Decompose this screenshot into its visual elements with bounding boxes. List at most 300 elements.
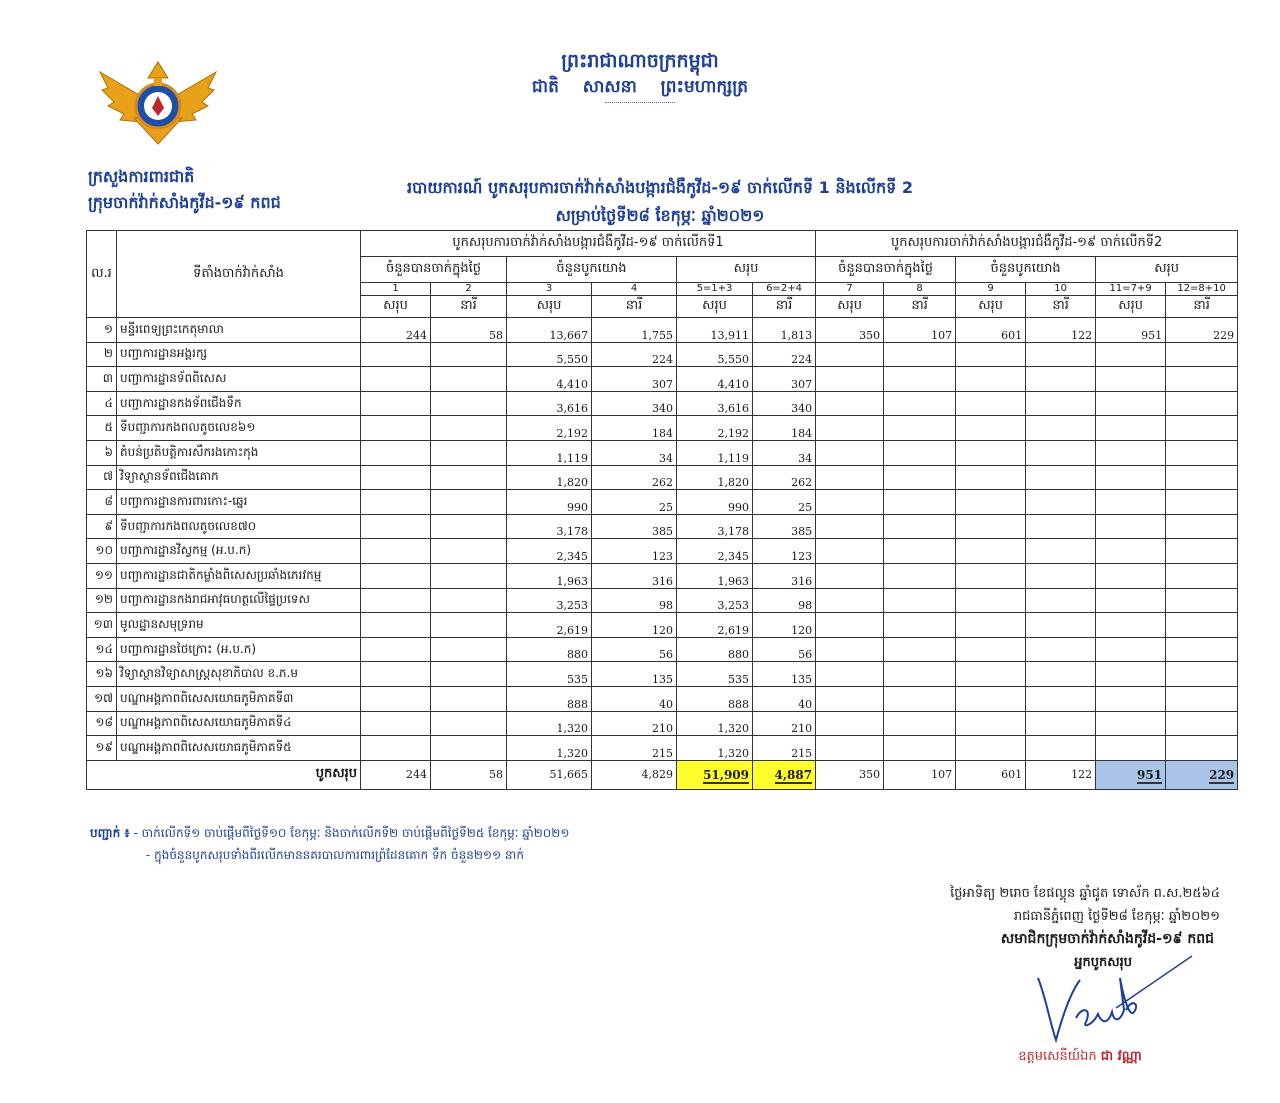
cell-col-8 (884, 736, 956, 761)
row-number: ១៨ (87, 711, 117, 736)
table-row (87, 514, 1238, 539)
cell-col-9 (956, 662, 1026, 687)
cell-col-1 (361, 391, 431, 416)
col-number-4: 4 (592, 283, 677, 296)
row-number: ៣ (87, 367, 117, 392)
row-location: បញ្ជាការដ្ឋានអង្គរក្ស (117, 342, 361, 367)
ministry-block (88, 164, 281, 216)
total-col-8: 107 (884, 760, 956, 789)
signer-name (980, 1048, 1180, 1067)
table-row (87, 637, 1238, 662)
cell-col-6: 385 (753, 514, 816, 539)
total-col-4: 4,829 (592, 760, 677, 789)
col-number-8: 8 (884, 283, 956, 296)
cell-col-3: 1,320 (507, 711, 592, 736)
total-col-11 (1096, 760, 1166, 789)
cell-col-4: 184 (592, 416, 677, 441)
cell-col-4: 1,755 (592, 318, 677, 343)
table-row (87, 318, 1238, 343)
total-col-2: 58 (431, 760, 507, 789)
cell-col-9 (956, 539, 1026, 564)
cell-col-11 (1096, 662, 1166, 687)
cell-col-10 (1026, 342, 1096, 367)
cell-col-6: 98 (753, 588, 816, 613)
cell-col-7 (816, 391, 884, 416)
cell-col-3: 2,345 (507, 539, 592, 564)
cell-col-2 (431, 367, 507, 392)
cell-col-7 (816, 440, 884, 465)
col-kind-5: សរុប (677, 296, 753, 318)
cell-col-3: 3,253 (507, 588, 592, 613)
table-row (87, 563, 1238, 588)
cell-col-5: 2,619 (677, 613, 753, 638)
cell-col-2 (431, 711, 507, 736)
row-number: ១០ (87, 539, 117, 564)
cell-col-2 (431, 736, 507, 761)
cell-col-10 (1026, 490, 1096, 515)
cell-col-7 (816, 367, 884, 392)
cell-col-4: 262 (592, 465, 677, 490)
cell-col-12 (1166, 736, 1238, 761)
cell-col-12 (1166, 662, 1238, 687)
cell-col-3: 13,667 (507, 318, 592, 343)
cell-col-1: 244 (361, 318, 431, 343)
cell-col-6: 56 (753, 637, 816, 662)
col-number-9: 9 (956, 283, 1026, 296)
table-row (87, 686, 1238, 711)
row-location: ទីបញ្ជាការកងពលតូចលេខ៦១ (117, 416, 361, 441)
cell-col-2 (431, 539, 507, 564)
table-row (87, 440, 1238, 465)
cell-col-1 (361, 539, 431, 564)
cell-col-9: 601 (956, 318, 1026, 343)
cell-col-4: 340 (592, 391, 677, 416)
cell-col-1 (361, 490, 431, 515)
row-location: បញ្ជាការដ្ឋានការពារកោះ-ឆ្នេរ (117, 490, 361, 515)
row-number: ៦ (87, 440, 117, 465)
signer-role: អ្នកបូកសរុប (1074, 955, 1132, 970)
cell-col-8 (884, 514, 956, 539)
cell-col-5: 990 (677, 490, 753, 515)
cell-col-6: 316 (753, 563, 816, 588)
cell-col-7 (816, 613, 884, 638)
cell-col-6: 25 (753, 490, 816, 515)
col-number-5: 5=1+3 (677, 283, 753, 296)
cell-col-1 (361, 613, 431, 638)
col-kind-3: សរុប (507, 296, 592, 318)
cell-col-10 (1026, 514, 1096, 539)
notes-block (90, 822, 569, 866)
cell-col-12 (1166, 613, 1238, 638)
cell-col-10: 122 (1026, 318, 1096, 343)
cell-col-7 (816, 588, 884, 613)
cell-col-5: 1,320 (677, 736, 753, 761)
cell-col-4: 316 (592, 563, 677, 588)
col-kind-11: សរុប (1096, 296, 1166, 318)
cell-col-6: 123 (753, 539, 816, 564)
cell-col-10 (1026, 736, 1096, 761)
cell-col-5: 3,178 (677, 514, 753, 539)
cell-col-12 (1166, 391, 1238, 416)
cell-col-10 (1026, 563, 1096, 588)
col-kind-8: នារី (884, 296, 956, 318)
cell-col-2 (431, 563, 507, 588)
cell-col-1 (361, 440, 431, 465)
cell-col-9 (956, 490, 1026, 515)
cell-col-1 (361, 711, 431, 736)
cell-col-11: 951 (1096, 318, 1166, 343)
cell-col-11 (1096, 490, 1166, 515)
cell-col-6: 340 (753, 391, 816, 416)
total-highlight-value: 229 (1209, 767, 1235, 782)
cell-col-12 (1166, 588, 1238, 613)
table-row (87, 711, 1238, 736)
row-number: ៩ (87, 514, 117, 539)
cell-col-2 (431, 342, 507, 367)
place-date: រាជធានីភ្នំពេញ ថ្ងៃទី២៨ ខែកុម្ភៈ ឆ្នាំ២០២១ (1013, 909, 1220, 924)
cell-col-12 (1166, 440, 1238, 465)
cell-col-12 (1166, 342, 1238, 367)
cell-col-8 (884, 613, 956, 638)
cell-col-7 (816, 465, 884, 490)
total-col-6 (753, 760, 816, 789)
row-location: មូលដ្ឋានសមុទ្ររាម (117, 613, 361, 638)
row-number: ១២ (87, 588, 117, 613)
cell-col-4: 120 (592, 613, 677, 638)
cell-col-1 (361, 342, 431, 367)
cell-col-4: 224 (592, 342, 677, 367)
cell-col-12 (1166, 416, 1238, 441)
cell-col-9 (956, 711, 1026, 736)
col-kind-12: នារី (1166, 296, 1238, 318)
cell-col-9 (956, 736, 1026, 761)
col-header-dose2-cumulative: ចំនួនបូកយោង (956, 257, 1096, 283)
col-header-dose2: បូកសរុបការចាក់វ៉ាក់សាំងបង្ការជំងឺកូវីដ-១៩ ចាក់លើកទី2 (816, 231, 1238, 257)
cell-col-11 (1096, 736, 1166, 761)
total-label: បូកសរុប (87, 760, 361, 789)
cell-col-2 (431, 440, 507, 465)
table-row (87, 416, 1238, 441)
cell-col-11 (1096, 613, 1166, 638)
row-location: បញ្ជាការដ្ឋានថៃក្រោះ (អ.ប.ក) (117, 637, 361, 662)
cell-col-11 (1096, 514, 1166, 539)
row-location: វិទ្យាស្ថានវិទ្យាសាស្ត្រសុខាភិបាល ខ.ភ.ម (117, 662, 361, 687)
kingdom-name: ព្រះរាជាណាចក្រកម្ពុជា (561, 50, 719, 72)
row-number: ១១ (87, 563, 117, 588)
cell-col-7 (816, 662, 884, 687)
total-col-3: 51,665 (507, 760, 592, 789)
cell-col-9 (956, 514, 1026, 539)
total-highlight-value: 951 (1137, 767, 1163, 782)
cell-col-11 (1096, 367, 1166, 392)
cell-col-12 (1166, 514, 1238, 539)
cell-col-8 (884, 662, 956, 687)
total-highlight-value: 51,909 (703, 767, 749, 782)
report-title-line2: សម្រាប់ថ្ងៃទី២៨ ខែកុម្ភៈ ឆ្នាំ២០២១ (555, 206, 765, 225)
report-title-line1: របាយការណ៍ បូកសរុបការចាក់វ៉ាក់សាំងបង្ការជំងឺកូវីដ-១៩ ចាក់លើកទី 1 និងលើកទី 2 (407, 178, 913, 197)
cell-col-2 (431, 416, 507, 441)
col-header-dose1-total: សរុប (677, 257, 816, 283)
cell-col-9 (956, 440, 1026, 465)
row-location: តំបន់ប្រតិបត្តិការសឹករងកោះកុង (117, 440, 361, 465)
cell-col-8 (884, 711, 956, 736)
cell-col-5: 13,911 (677, 318, 753, 343)
table-row (87, 465, 1238, 490)
cell-col-11 (1096, 563, 1166, 588)
row-number: ៨ (87, 490, 117, 515)
cell-col-9 (956, 686, 1026, 711)
col-number-10: 10 (1026, 283, 1096, 296)
cell-col-3: 2,619 (507, 613, 592, 638)
signer-fullname: ជា វណ្ណា (1100, 1049, 1142, 1064)
col-number-12: 12=8+10 (1166, 283, 1238, 296)
total-col-5 (677, 760, 753, 789)
total-col-12 (1166, 760, 1238, 789)
total-col-1: 244 (361, 760, 431, 789)
cell-col-1 (361, 465, 431, 490)
col-header-dose2-total: សរុប (1096, 257, 1238, 283)
cell-col-7 (816, 539, 884, 564)
cell-col-6: 34 (753, 440, 816, 465)
cell-col-2 (431, 490, 507, 515)
cell-col-8 (884, 588, 956, 613)
col-number-2: 2 (431, 283, 507, 296)
cell-col-6: 224 (753, 342, 816, 367)
cell-col-4: 307 (592, 367, 677, 392)
cell-col-3: 1,963 (507, 563, 592, 588)
table-row (87, 490, 1238, 515)
cell-col-4: 98 (592, 588, 677, 613)
cell-col-7 (816, 342, 884, 367)
cell-col-3: 2,192 (507, 416, 592, 441)
row-location: បញ្ជាការដ្ឋានជាតិកម្លាំងពិសេសប្រឆាំងភេរវកម្ម (117, 563, 361, 588)
col-number-1: 1 (361, 283, 431, 296)
cell-col-2 (431, 391, 507, 416)
cell-col-10 (1026, 539, 1096, 564)
cell-col-6: 215 (753, 736, 816, 761)
cell-col-3: 888 (507, 686, 592, 711)
col-number-3: 3 (507, 283, 592, 296)
signer-rank: ឧត្តមសេនីយ៍ឯក (1018, 1049, 1097, 1064)
cell-col-5: 880 (677, 637, 753, 662)
cell-col-9 (956, 613, 1026, 638)
row-location: បណ្ឌាអង្គភាពពិសេសយោធភូមិភាគទី៤ (117, 711, 361, 736)
cell-col-9 (956, 465, 1026, 490)
cell-col-3: 535 (507, 662, 592, 687)
table-row (87, 342, 1238, 367)
col-header-dose2-today: ចំនួនបានចាក់ក្នុងថ្ងៃ (816, 257, 956, 283)
cell-col-8 (884, 416, 956, 441)
col-kind-2: នារី (431, 296, 507, 318)
cell-col-5: 5,550 (677, 342, 753, 367)
col-header-dose1-today: ចំនួនបានចាក់ក្នុងថ្ងៃ (361, 257, 507, 283)
cell-col-11 (1096, 416, 1166, 441)
cell-col-7 (816, 563, 884, 588)
cell-col-11 (1096, 637, 1166, 662)
cell-col-8 (884, 490, 956, 515)
cell-col-6: 135 (753, 662, 816, 687)
cell-col-9 (956, 563, 1026, 588)
cell-col-12 (1166, 539, 1238, 564)
vaccination-report-table (86, 230, 1238, 790)
total-highlight-value: 4,887 (774, 767, 813, 782)
cell-col-8 (884, 637, 956, 662)
cell-col-1 (361, 736, 431, 761)
table-row (87, 613, 1238, 638)
cell-col-5: 888 (677, 686, 753, 711)
cell-col-5: 535 (677, 662, 753, 687)
cell-col-12 (1166, 563, 1238, 588)
cell-col-5: 3,616 (677, 391, 753, 416)
cell-col-7 (816, 514, 884, 539)
cell-col-2 (431, 637, 507, 662)
cell-col-2 (431, 514, 507, 539)
cell-col-8 (884, 465, 956, 490)
table-row (87, 588, 1238, 613)
cell-col-5: 1,963 (677, 563, 753, 588)
cell-col-12: 229 (1166, 318, 1238, 343)
cell-col-6: 1,813 (753, 318, 816, 343)
cell-col-8 (884, 391, 956, 416)
cell-col-5: 4,410 (677, 367, 753, 392)
col-number-6: 6=2+4 (753, 283, 816, 296)
cell-col-6: 120 (753, 613, 816, 638)
cell-col-7 (816, 711, 884, 736)
cell-col-10 (1026, 416, 1096, 441)
cell-col-10 (1026, 662, 1096, 687)
row-number: ១ (87, 318, 117, 343)
cell-col-11 (1096, 440, 1166, 465)
row-location: បញ្ជាការដ្ឋានកងទ័ពជើងទឹក (117, 391, 361, 416)
ministry-name: ក្រសួងការពារជាតិ (88, 167, 195, 186)
row-location: ទីបញ្ជាការកងពលតូចលេខ៧០ (117, 514, 361, 539)
cell-col-4: 215 (592, 736, 677, 761)
cell-col-12 (1166, 367, 1238, 392)
cell-col-12 (1166, 711, 1238, 736)
cell-col-2 (431, 662, 507, 687)
cell-col-5: 1,320 (677, 711, 753, 736)
cell-col-3: 1,119 (507, 440, 592, 465)
cell-col-6: 262 (753, 465, 816, 490)
cell-col-8 (884, 563, 956, 588)
table-row (87, 391, 1238, 416)
total-row (87, 760, 1238, 789)
cell-col-6: 184 (753, 416, 816, 441)
cell-col-10 (1026, 391, 1096, 416)
table-row (87, 662, 1238, 687)
cell-col-1 (361, 588, 431, 613)
cell-col-12 (1166, 465, 1238, 490)
col-kind-1: សរុប (361, 296, 431, 318)
handwritten-signature (1020, 948, 1200, 1048)
cell-col-2: 58 (431, 318, 507, 343)
cell-col-8: 107 (884, 318, 956, 343)
cell-col-7: 350 (816, 318, 884, 343)
cell-col-8 (884, 367, 956, 392)
col-header-no: ល.រ (87, 231, 117, 318)
cell-col-10 (1026, 440, 1096, 465)
cell-col-11 (1096, 391, 1166, 416)
row-location: មន្ទីរពេទ្យព្រះកេតុមាលា (117, 318, 361, 343)
notes-label: បញ្ជាក់ ៖ (90, 826, 130, 840)
table-row (87, 736, 1238, 761)
col-kind-7: សរុប (816, 296, 884, 318)
cell-col-1 (361, 563, 431, 588)
cell-col-1 (361, 367, 431, 392)
cell-col-10 (1026, 367, 1096, 392)
cell-col-3: 5,550 (507, 342, 592, 367)
total-col-10: 122 (1026, 760, 1096, 789)
cell-col-1 (361, 637, 431, 662)
row-number: ១៩ (87, 736, 117, 761)
cell-col-9 (956, 367, 1026, 392)
row-location: បណ្ឌាអង្គភាពពិសេសយោធភូមិភាគទី៥ (117, 736, 361, 761)
cell-col-4: 385 (592, 514, 677, 539)
cell-col-5: 2,192 (677, 416, 753, 441)
cell-col-2 (431, 588, 507, 613)
cell-col-7 (816, 686, 884, 711)
cell-col-9 (956, 342, 1026, 367)
row-number: ១៦ (87, 662, 117, 687)
cell-col-9 (956, 391, 1026, 416)
col-number-7: 7 (816, 283, 884, 296)
row-location: បណ្ឌាអង្គភាពពិសេសយោធភូមិភាគទី៣ (117, 686, 361, 711)
cell-col-9 (956, 416, 1026, 441)
col-number-11: 11=7+9 (1096, 283, 1166, 296)
cell-col-10 (1026, 686, 1096, 711)
cell-col-7 (816, 490, 884, 515)
cell-col-6: 40 (753, 686, 816, 711)
total-col-7: 350 (816, 760, 884, 789)
cell-col-5: 1,820 (677, 465, 753, 490)
team-name: ក្រុមចាក់វ៉ាក់សាំងកូវីដ-១៩ កពជ (88, 193, 281, 212)
cell-col-10 (1026, 711, 1096, 736)
cell-col-4: 123 (592, 539, 677, 564)
cell-col-5: 1,119 (677, 440, 753, 465)
row-number: ១៤ (87, 637, 117, 662)
cell-col-6: 210 (753, 711, 816, 736)
note-line-1: - ចាក់លើកទី១ ចាប់ផ្តើមពីថ្ងៃទី១០ ខែកុម្ភៈ និងចាក់លើកទី២ ចាប់ផ្តើមពីថ្ងៃទី២៥ ខែកុម្ភៈ ឆ្នាំ២០២១ (133, 826, 570, 840)
col-kind-9: សរុប (956, 296, 1026, 318)
cell-col-5: 2,345 (677, 539, 753, 564)
row-location: បញ្ជាការដ្ឋានកងរាជអាវុធហត្ថលើផ្ទៃប្រទេស (117, 588, 361, 613)
cell-col-10 (1026, 637, 1096, 662)
cell-col-8 (884, 342, 956, 367)
col-header-location: ទីតាំងចាក់វ៉ាក់សាំង (117, 231, 361, 318)
row-number: ៥ (87, 416, 117, 441)
row-number: ៧ (87, 465, 117, 490)
cell-col-10 (1026, 465, 1096, 490)
cell-col-11 (1096, 686, 1166, 711)
cell-col-3: 880 (507, 637, 592, 662)
row-number: ១៧ (87, 686, 117, 711)
cell-col-3: 3,178 (507, 514, 592, 539)
cell-col-12 (1166, 637, 1238, 662)
cell-col-10 (1026, 588, 1096, 613)
total-col-9: 601 (956, 760, 1026, 789)
table-row (87, 539, 1238, 564)
cell-col-11 (1096, 465, 1166, 490)
col-header-dose1-cumulative: ចំនួនបូកយោង (507, 257, 677, 283)
cell-col-1 (361, 686, 431, 711)
row-number: ៤ (87, 391, 117, 416)
cell-col-9 (956, 637, 1026, 662)
cell-col-4: 56 (592, 637, 677, 662)
report-title (360, 174, 960, 230)
cell-col-1 (361, 416, 431, 441)
cell-col-4: 210 (592, 711, 677, 736)
cell-col-12 (1166, 490, 1238, 515)
